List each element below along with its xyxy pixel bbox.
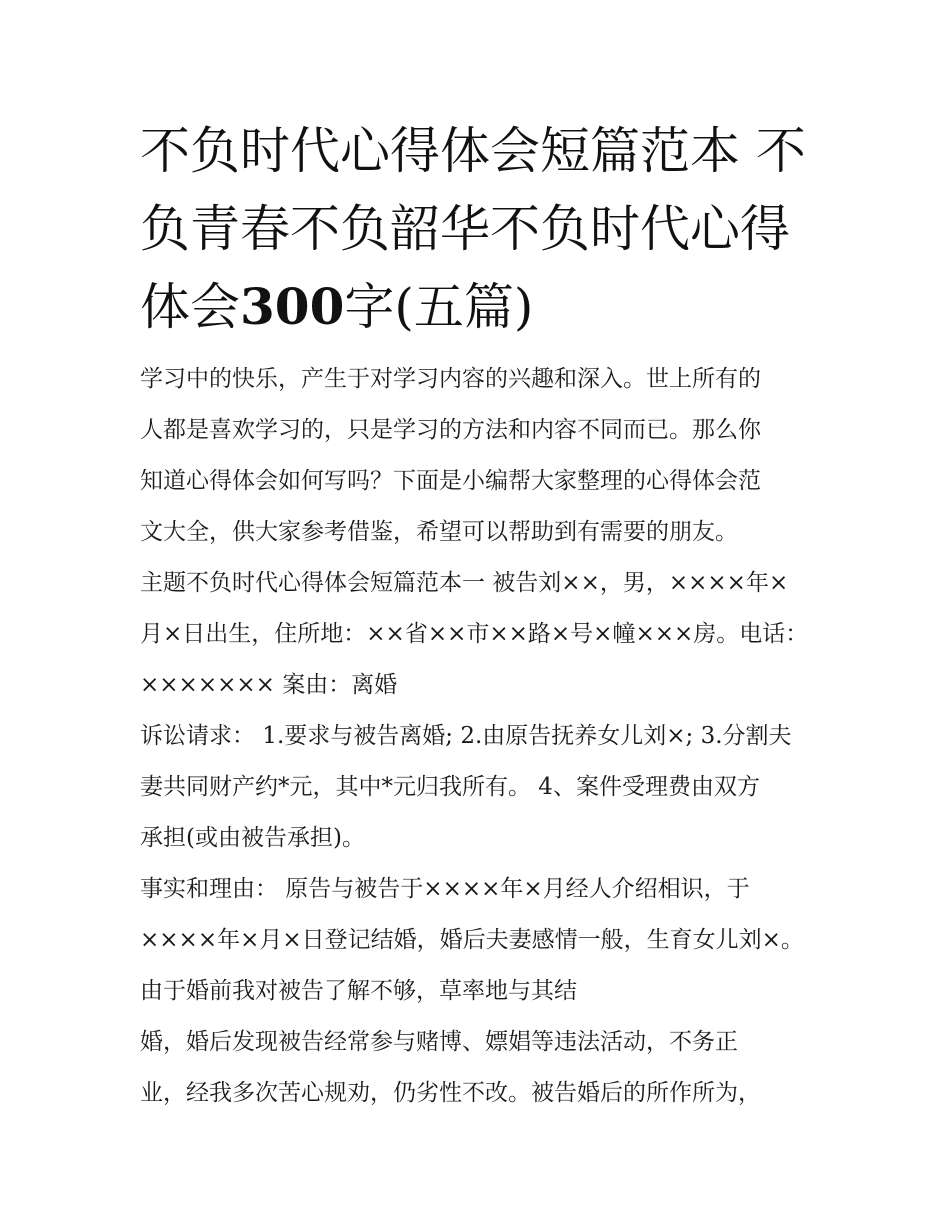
title-line: 不负时代心得体会短篇范本 不 xyxy=(140,122,806,180)
body-line: 诉讼请求： 1.要求与被告离婚; 2.由原告抚养女儿刘×; 3.分割夫 xyxy=(140,723,792,749)
title-line xyxy=(140,268,820,346)
body-line: 由于婚前我对被告了解不够，草率地与其结 xyxy=(140,978,577,1004)
body-line: 业，经我多次苦心规劝，仍劣性不改。被告婚后的所作所为， xyxy=(140,1080,761,1106)
document-body xyxy=(140,354,830,1119)
body-line: 学习中的快乐，产生于对学习内容的兴趣和深入。世上所有的 xyxy=(140,366,761,392)
body-line: 主题不负时代心得体会短篇范本一 被告刘××，男，××××年× xyxy=(140,570,789,596)
body-line: ××××××× 案由：离婚 xyxy=(140,672,398,698)
body-line: 人都是喜欢学习的，只是学习的方法和内容不同而已。那么你 xyxy=(140,417,761,443)
body-line: 婚，婚后发现被告经常参与赌博、嫖娼等违法活动，不务正 xyxy=(140,1029,738,1055)
title-number: 300 xyxy=(240,277,345,336)
title-prefix: 体会 xyxy=(140,278,240,336)
title-suffix: 字(五篇) xyxy=(344,278,534,336)
body-line: 知道心得体会如何写吗？下面是小编帮大家整理的心得体会范 xyxy=(140,468,761,494)
body-line: ××××年×月×日登记结婚，婚后夫妻感情一般，生育女儿刘×。 xyxy=(140,927,804,953)
title-line: 负青春不负韶华不负时代心得 xyxy=(140,200,790,258)
body-line: 承担(或由被告承担)。 xyxy=(140,825,365,851)
body-line: 事实和理由： 原告与被告于××××年×月经人介绍相识，于 xyxy=(140,876,750,902)
body-line: 月×日出生，住所地：××省××市××路×号×幢×××房。电话： xyxy=(140,621,809,647)
body-line: 妻共同财产约*元，其中*元归我所有。 4、案件受理费由双方 xyxy=(140,774,760,800)
document-title xyxy=(140,112,820,346)
body-line: 文大全，供大家参考借鉴，希望可以帮助到有需要的朋友。 xyxy=(140,519,738,545)
